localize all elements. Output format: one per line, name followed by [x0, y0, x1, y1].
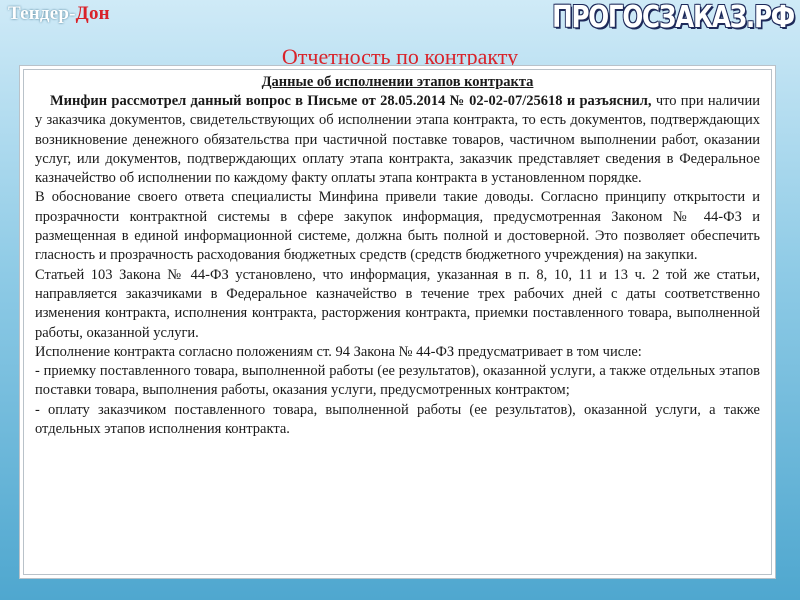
content-box — [23, 69, 772, 575]
paragraph-article-94: Исполнение контракта согласно положениям ст. 94 Закона № 44-ФЗ предусматривает в том числе: — [35, 343, 642, 360]
lead-rest-text: что при наличии у заказчика документов, свидетельствующих об исполнении этапа контракта, то есть документов, подтверждающих возникновение денежного обязательства при частичной поставке товаров, частичном выполнении работ, оказании услуг, или документов, подтверждающих оплату этапа контракта, заказчик представляет сведения в Федеральное казначейство об исполнении по каждому факту оплаты этапа контракта в установленном порядке. — [35, 93, 760, 187]
brand-tender-part: Тендер- — [8, 3, 76, 24]
paragraph-article-103: Статьей 103 Закона № 44-ФЗ установлено, что информация, указанная в п. 8, 10, 11 и 13 ч. 2 той же статьи, направляется заказчиками в Федеральное казначейство в течение трех рабочих дней с даты соответственно изменения контракта, исполнения контракта, расторжения контракта, приемки поставленного товара, выполненной работы, оказанной услуги. — [35, 266, 760, 341]
brand-don-part: Дон — [75, 3, 110, 24]
lead-bold-text: Минфин рассмотрел данный вопрос в Письме от 28.05.2014 № 02-02-07/25618 и разъяснил, — [50, 93, 652, 109]
list-item-payment: - оплату заказчиком поставленного товара, выполненной работы (ее результатов), оказанной услуги, а также отдельных этапов исполнения контракта. — [35, 401, 760, 438]
list-item-acceptance: - приемку поставленного товара, выполненной работы (ее результатов), оказанной услуги, а также отдельных этапов поставки товара, выполнения работы, оказания услуги, предусмотренных контрактом; — [35, 363, 760, 399]
slide-title: Отчетность по контракту — [281, 44, 519, 69]
brand-progoszakaz-logo: ПРОГОСЗАКАЗ.РФ — [552, 0, 794, 35]
section-title: Данные об исполнении этапов контракта — [261, 74, 534, 90]
paragraph-arguments: В обоснование своего ответа специалисты Минфина привели такие доводы. Согласно принципу открытости и прозрачности контрактной системы в сфере закупок информация, предусмотренная Законом № 44-ФЗ и размещенная в единой информационной системе, должна быть полной и достоверной. Это позволяет обеспечить гласность и прозрачность расходования бюджетных средств (средств бюджетного учреждения) на закупки. — [35, 189, 760, 264]
brand-tender-don — [8, 3, 110, 25]
lead-paragraph — [35, 92, 760, 188]
